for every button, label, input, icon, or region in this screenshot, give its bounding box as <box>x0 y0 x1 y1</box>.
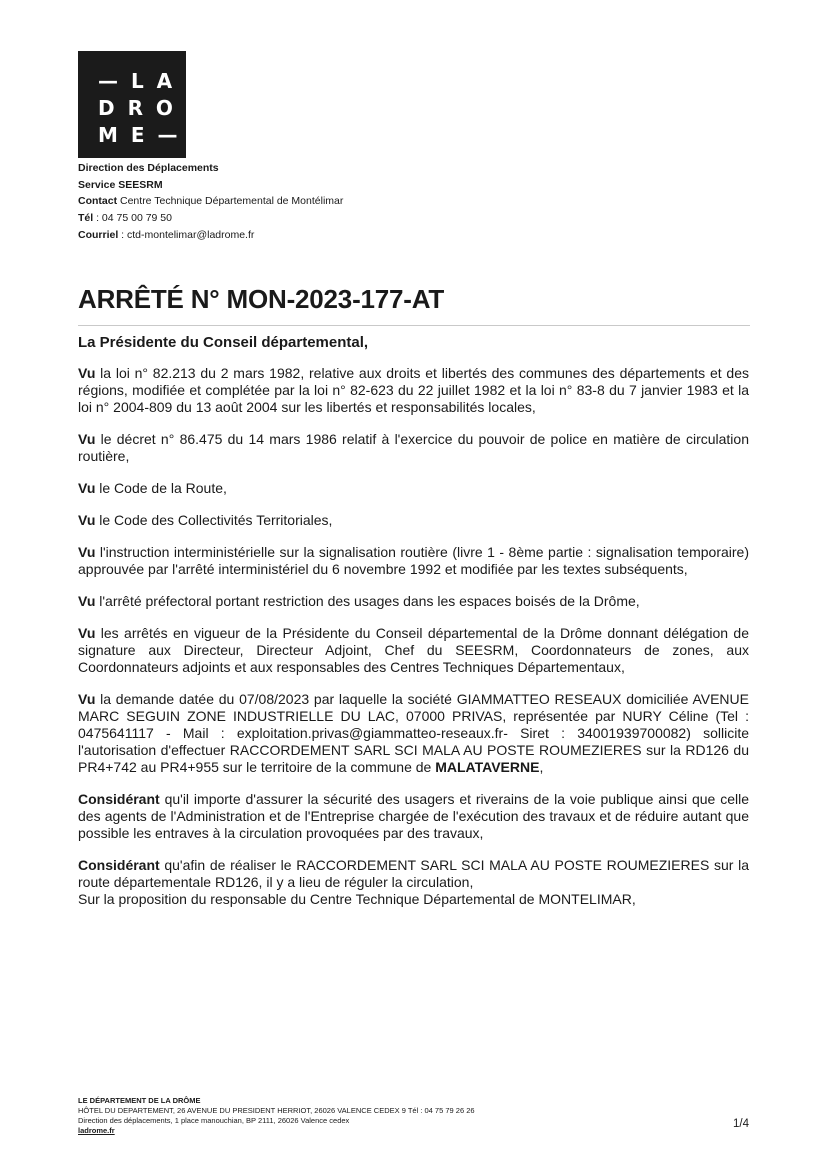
logo-line-1: — L A <box>98 69 176 93</box>
paragraph-vu-loi: Vu la loi n° 82.213 du 2 mars 1982, relative aux droits et libertés des communes des départements et des régions, modifiée et complétée par la loi n° 82-623 du 22 juillet 1982 et la loi n° 83-8 du 7 janvier 1983 et la loi n° 2004-809 du 13 août 2004 sur les libertés et responsabilités locales, <box>78 365 749 415</box>
page-title: ARRÊTÉ N° MON-2023-177-AT <box>78 284 445 314</box>
paragraph-vu-decret: Vu le décret n° 86.475 du 14 mars 1986 relatif à l'exercice du pouvoir de police en matière de circulation routière, <box>78 431 749 464</box>
direction-label: Direction des Déplacements <box>78 162 219 174</box>
paragraph-vu-instruction: Vu l'instruction interministérielle sur la signalisation routière (livre 1 - 8ème partie : signalisation temporaire) approuvée par l'arrêté interministériel du 6 novembre 1992 et modifiée par les textes subséquents, <box>78 544 749 577</box>
footer-address: HÔTEL DU DEPARTEMENT, 26 AVENUE DU PRESIDENT HERRIOT, 26026 VALENCE CEDEX 9 Tél : 04 75 79 26 26 <box>78 1106 475 1115</box>
document-body <box>78 334 749 908</box>
paragraph-vu-demande: Vu la demande datée du 07/08/2023 par laquelle la société GIAMMATTEO RESEAUX domiciliée AVENUE MARC SEGUIN ZONE INDUSTRIELLE DU LAC, 07000 PRIVAS, représentée par NURY Céline (Tel : 0475641117 - Mail : exploitation.privas@giammatteo-reseaux.fr- Siret : 34001939700082) sollicite l'autorisation d'effectuer RACCORDEMENT SARL SCI MALA AU POSTE ROUMEZIERES sur la RD126 du PR4+742 au PR4+955 sur le territoire de la commune de MALATAVERNE, <box>78 691 749 775</box>
contact-line: Contact Centre Technique Départemental de Montélimar <box>78 195 344 208</box>
paragraph-vu-arrete-prefectoral: Vu l'arrêté préfectoral portant restriction des usages dans les espaces boisés de la Drôme, <box>78 593 640 609</box>
page-number: 1/4 <box>733 1118 749 1130</box>
footer-website-link[interactable]: ladrome.fr <box>78 1126 115 1135</box>
presidente-heading: La Présidente du Conseil départemental, <box>78 334 369 351</box>
header-contact-block <box>78 160 343 244</box>
footer-org: LE DÉPARTEMENT DE LA DRÔME <box>78 1096 201 1105</box>
courriel-line: Courriel : ctd-montelimar@ladrome.fr <box>78 228 255 241</box>
paragraph-considerant-securite: Considérant qu'il importe d'assurer la sécurité des usagers et riverains de la voie publique ainsi que celle des agents de l'Administration et de l'Entreprise chargée de l'exécution des travaux et de réduire autant que possible les entraves à la circulation provoquées par des travaux, <box>78 791 749 841</box>
page-footer <box>78 1096 475 1136</box>
paragraph-vu-code-route: Vu le Code de la Route, <box>78 480 227 496</box>
paragraph-vu-arretes-delegation: Vu les arrêtés en vigueur de la Présidente du Conseil départemental de la Drôme donnant délégation de signature aux Directeur, Directeur Adjoint, Chef du SEESRM, Coordonnateurs de zones, aux Coordonnateurs adjoints et aux responsables des Centres Techniques Départementaux, <box>78 625 749 675</box>
service-label: Service SEESRM <box>78 178 163 191</box>
logo-line-2: D R O <box>98 96 176 120</box>
logo-line-3: M E — <box>98 123 181 147</box>
tel-line: Tél : 04 75 00 79 50 <box>78 212 172 225</box>
paragraph-proposition: Sur la proposition du responsable du Centre Technique Départemental de MONTELIMAR, <box>78 891 636 907</box>
ladrome-logo <box>78 51 186 158</box>
title-divider <box>78 325 750 326</box>
footer-service-address: Direction des déplacements, 1 place manouchian, BP 2111, 26026 Valence cedex <box>78 1116 350 1125</box>
paragraph-considerant-raccordement: Considérant qu'afin de réaliser le RACCORDEMENT SARL SCI MALA AU POSTE ROUMEZIERES sur la route départementale RD126, il y a lieu de réguler la circulation, <box>78 857 749 890</box>
paragraph-vu-code-collectivites: Vu le Code des Collectivités Territoriales, <box>78 512 333 528</box>
